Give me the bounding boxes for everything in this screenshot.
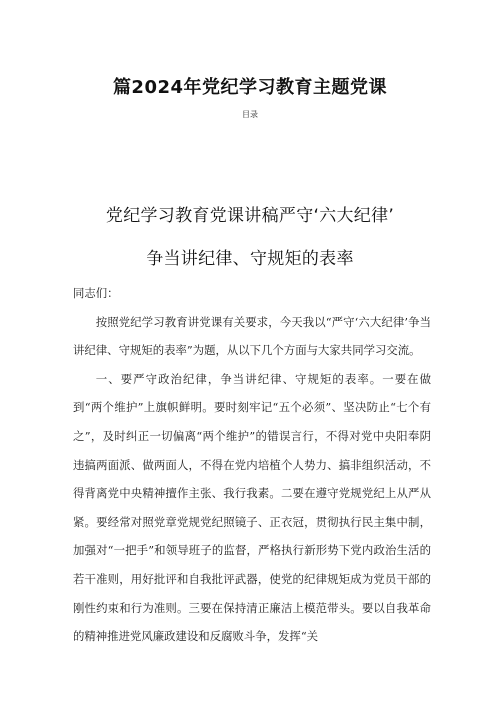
section-title-line-1: 党纪学习教育党课讲稿严守‘六大纪律’ xyxy=(105,206,395,226)
paragraph-political-discipline: 一、要严守政治纪律，争当讲纪律、守规矩的表率。一要在做到“两个维护”上旗帜鲜明。要时刻牢记“五个必须”、坚决防止“七个有之”，及时纠正一切偏离“两个维护”的错误言行，不得对党中央阳奉阴违搞两面派、做两面人，不得在党内培植个人势力、搞非组织活动，不得背离党中央精神擅作主张、我行我素。二要在遵守党规党纪上从严从紧。要经常对照党章党规党纪照镜子、正衣冠，贯彻执行民主集中制，加强对“一把手”和领导班子的监督，严格执行新形势下党内政治生活的若干准则，用好批评和自我批评武器，使党的纪律规矩成为党员干部的刚性约束和行为准则。三要在保持清正廉洁上模范带头。要以自我革命的精神推进党风廉政建设和反腐败斗争，发挥“关 xyxy=(73,371,431,644)
section-title-line-2: 争当讲纪律、守规矩的表率 xyxy=(146,249,354,269)
salutation: 同志们： xyxy=(73,286,119,300)
paragraph-intro: 按照党纪学习教育讲党课有关要求，今天我以“严守‘六大纪律’争当讲纪律、守规矩的表率”为题，从以下几个方面与大家共同学习交流。 xyxy=(73,314,431,358)
document-body xyxy=(73,279,431,651)
toc-label[interactable]: 目录 xyxy=(242,110,258,119)
document-title: 篇2024年党纪学习教育主题党课 xyxy=(112,77,388,98)
